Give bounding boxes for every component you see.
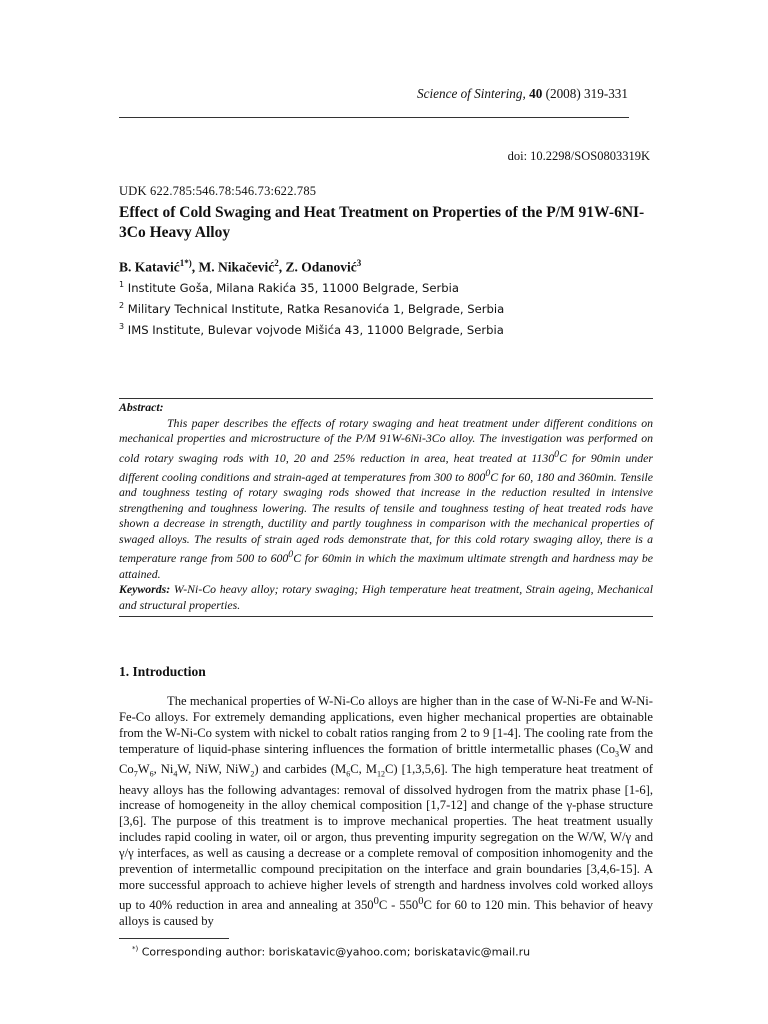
footnote-mark: *) bbox=[132, 945, 139, 953]
abstract-top-rule bbox=[119, 398, 653, 399]
abstract-label: Abstract: bbox=[119, 400, 164, 414]
abstract-bottom-rule bbox=[119, 616, 653, 617]
affiliation bbox=[119, 297, 504, 318]
journal-year-pages: (2008) 319-331 bbox=[545, 86, 628, 101]
section-heading: 1. Introduction bbox=[119, 664, 206, 679]
intro-text: C - 550 bbox=[378, 898, 419, 913]
degree-mark: 0 bbox=[418, 895, 424, 907]
subscript: 12 bbox=[377, 769, 385, 779]
author-2: M. Nikačević bbox=[198, 259, 275, 275]
degree-mark: 0 bbox=[554, 448, 560, 460]
keywords bbox=[119, 582, 653, 613]
introduction-paragraph bbox=[119, 694, 653, 930]
header-rule bbox=[119, 117, 629, 118]
paper-title: Effect of Cold Swaging and Heat Treatment on Properties of the P/M 91W-6NI-3Co Heavy Alloy bbox=[119, 204, 645, 241]
journal-citation bbox=[0, 86, 628, 102]
affiliation-text: IMS Institute, Bulevar vojvode Mišića 43, 11000 Belgrade, Serbia bbox=[127, 322, 504, 337]
intro-text: The mechanical properties of W-Ni-Co alloys are higher than in the case of W-Ni-Fe and W-Ni-Fe-Co alloys. For extremely demanding applications, even higher mechanical properties are obtainable from the W-Ni-Co system with nickel to cobalt ratios ranging from 2 to 9 [1-4]. The cooling rate from the temperature of liquid-phase sintering influences the formation of brittle intermetallic phases (Co bbox=[119, 694, 653, 756]
intro-text: , Ni bbox=[153, 762, 174, 777]
footnote-rule bbox=[119, 938, 229, 939]
degree-mark: 0 bbox=[485, 467, 491, 479]
affiliation bbox=[119, 318, 504, 339]
author-1: B. Katavić bbox=[119, 259, 180, 275]
intro-text: W and Co bbox=[119, 741, 653, 777]
degree-mark: 0 bbox=[373, 895, 379, 907]
author-3-mark: 3 bbox=[356, 258, 362, 268]
subscript: 7 bbox=[133, 769, 138, 779]
doi: doi: 10.2298/SOS0803319K bbox=[507, 149, 650, 163]
author-separator: , bbox=[191, 259, 199, 275]
intro-text: ) and carbides (M bbox=[254, 762, 347, 777]
keywords-text: W-Ni-Co heavy alloy; rotary swaging; High temperature heat treatment, Strain ageing, Mechanical and structural properties. bbox=[119, 582, 653, 612]
abstract-text-part: C for 60min in which the maximum ultimate strength and hardness may be attained. bbox=[119, 551, 653, 581]
affiliation-text: Military Technical Institute, Ratka Resanovića 1, Belgrade, Serbia bbox=[127, 301, 505, 316]
author-3: Z. Odanović bbox=[285, 259, 357, 275]
author-separator: , bbox=[278, 259, 286, 275]
author-2-mark: 2 bbox=[274, 258, 279, 268]
subscript: 6 bbox=[346, 769, 351, 779]
affiliation bbox=[119, 276, 504, 297]
intro-text: C, M bbox=[350, 762, 377, 777]
affiliation-number: 1 bbox=[119, 280, 125, 289]
degree-mark: 0 bbox=[288, 549, 294, 561]
footnote bbox=[132, 945, 530, 959]
affiliation-number: 3 bbox=[119, 321, 125, 331]
affiliations bbox=[119, 276, 504, 339]
footnote-text: Corresponding author: boriskatavic@yahoo.com; boriskatavic@mail.ru bbox=[138, 945, 531, 959]
intro-text: W, NiW, NiW bbox=[177, 762, 251, 777]
abstract-text bbox=[119, 416, 653, 583]
journal-volume: 40 bbox=[529, 86, 543, 101]
author-list bbox=[119, 258, 361, 276]
intro-text: C) [1,3,5,6]. The high temperature heat treatment of heavy alloys has the following advantages: removal of dissolved hydrogen from the matrix phase [1-6], increase of homogeneity in the alloy chemical composition [1,7-12] and change of the γ-phase structure [3,6]. The purpose of this treatment is to improve mechanical properties. The heat treatment usually includes rapid cooling in water, oil or argon, thus preventing impurity segregation on the W/W, W/γ and γ/γ interfaces, as well as causing a decrease or a complete removal of composition inhomogenity and the prevention of intermetallic compound precipitation on the interface and grain boundaries [3,4,6-15]. A more successful approach to achieve higher levels of strength and hardness involves cold worked alloys up to 40% reduction in area and annealing at 350 bbox=[119, 762, 653, 913]
subscript: 3 bbox=[615, 749, 619, 759]
abstract bbox=[119, 400, 653, 613]
author-1-mark: 1*) bbox=[179, 258, 192, 268]
subscript: 6 bbox=[149, 769, 154, 779]
abstract-text-part: This paper describes the effects of rotary swaging and heat treatment under different conditions on mechanical properties and microstructure of the P/M 91W-6Ni-3Co alloy. The investigation was performed on cold rotary swaging rods with 10, 20 and 25% reduction in area, heat treated at 1130 bbox=[119, 415, 653, 465]
abstract-text-part: C for 60, 180 and 360min. Tensile and toughness testing of rotary swaging rods showed that increase in the reduction resulted in intensive strengthening and toughness lowering. The results of tensile and toughness testing of heat treated rods have shown a decrease in strength, ductility and partly toughness in comparison with the mechanical properties of swaged alloys. The results of strain aged rods demonstrate that, for this cold rotary swaging alloy, there is a temperature range from 500 to 600 bbox=[119, 469, 653, 566]
abstract-text-part: C for 90min under different cooling conditions and strain-aged at temperatures from 300 to 800 bbox=[119, 450, 654, 484]
intro-text: C for 60 to 120 min. This behavior of heavy alloys is caused by bbox=[119, 898, 653, 928]
journal-name: Science of Sintering, bbox=[417, 86, 526, 101]
affiliation-text: Institute Goša, Milana Rakića 35, 11000 Belgrade, Serbia bbox=[127, 280, 459, 295]
keywords-label: Keywords: bbox=[119, 582, 171, 597]
intro-text: W bbox=[137, 762, 150, 777]
subscript: 2 bbox=[250, 769, 255, 779]
affiliation-number: 2 bbox=[119, 300, 125, 310]
udk-code: UDK 622.785:546.78:546.73:622.785 bbox=[119, 184, 317, 198]
subscript: 4 bbox=[173, 769, 178, 779]
